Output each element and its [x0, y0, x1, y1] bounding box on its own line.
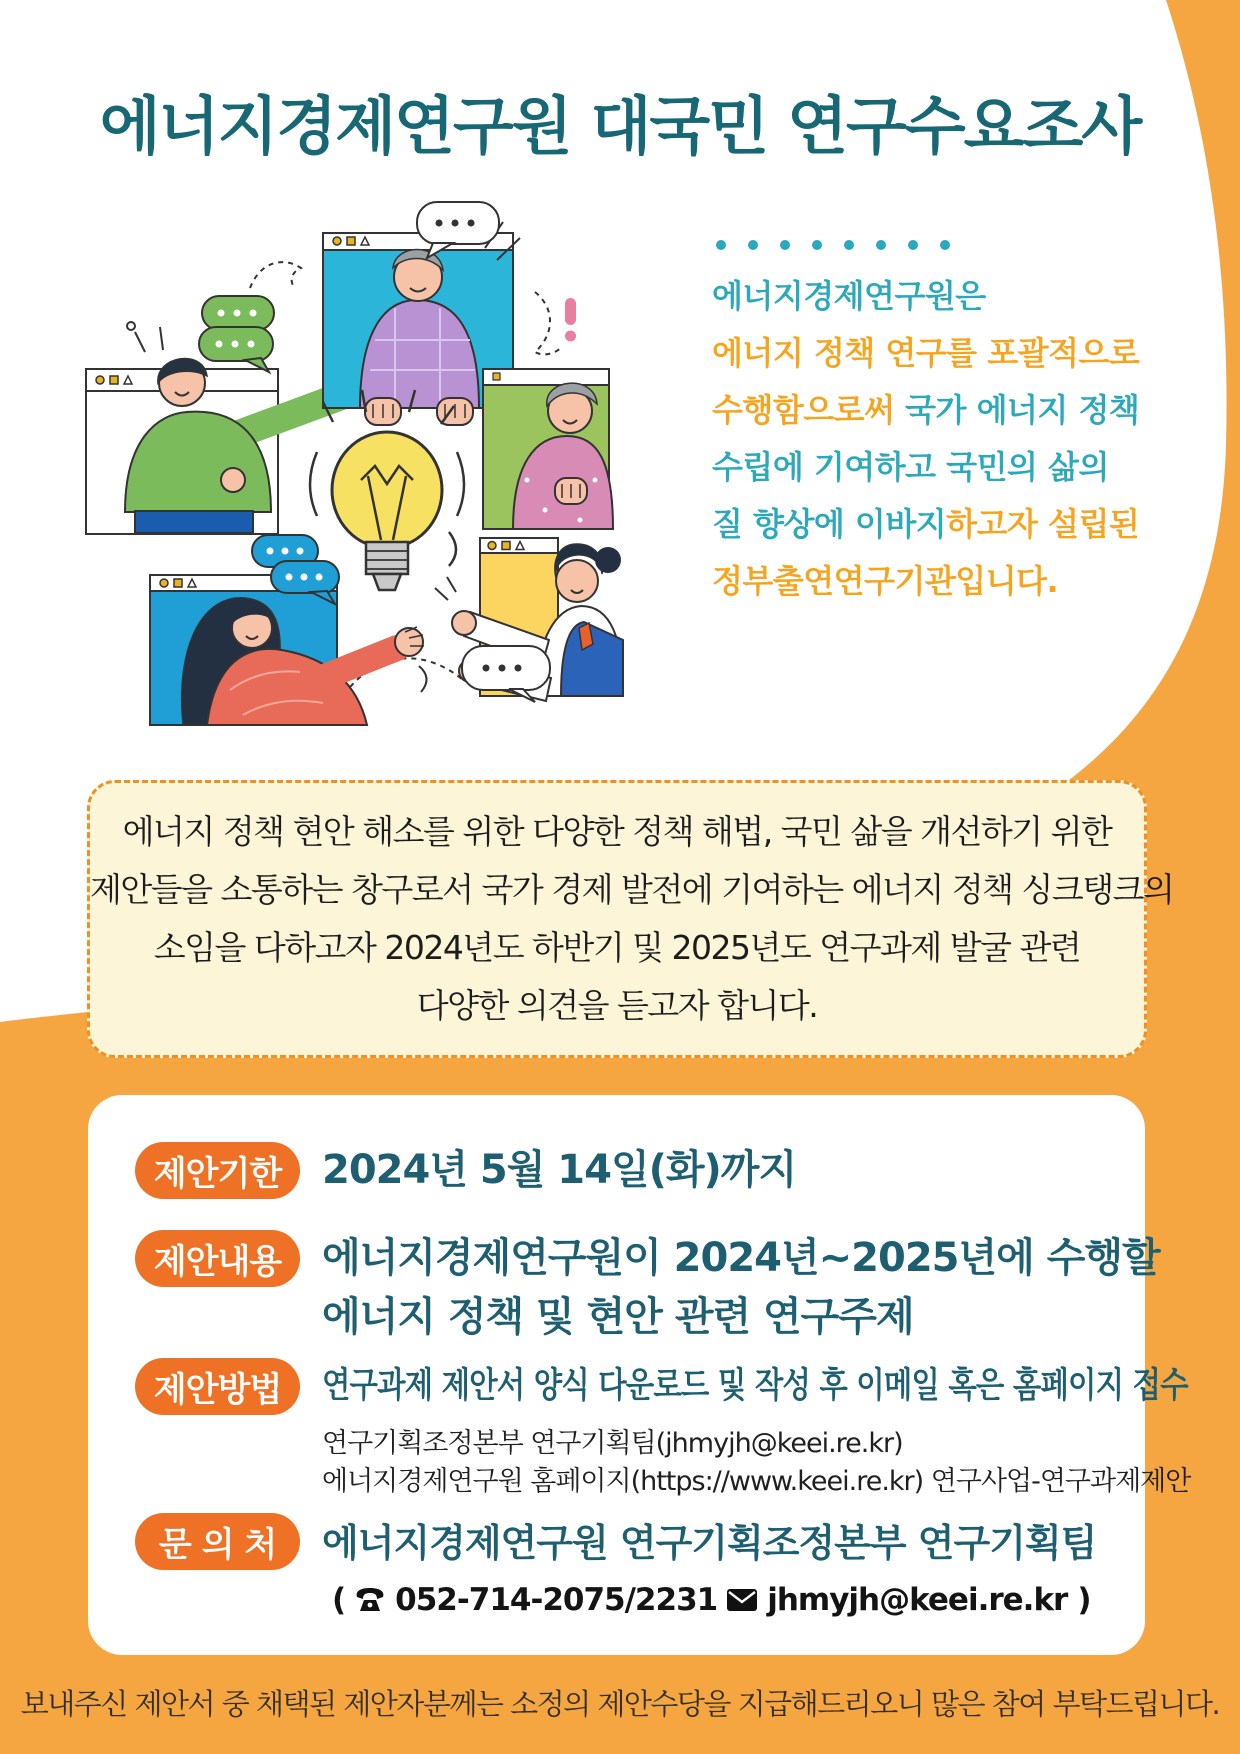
deadline-value: 2024년 5월 14일(화)까지 — [322, 1147, 797, 1193]
contact-team: 에너지경제연구원 연구기획조정본부 연구기획팀 — [322, 1521, 1097, 1565]
notice-line-4: 다양한 의견을 듣고자 합니다. — [416, 986, 818, 1025]
notice-box — [87, 780, 1174, 1058]
video-window-woman — [150, 575, 427, 725]
phone-icon — [355, 1587, 385, 1613]
notice-line-3: 소임을 다하고자 2024년도 하반기 및 2025년도 연구과제 발굴 관련 — [153, 928, 1081, 967]
contact-details — [332, 1582, 1091, 1618]
dashed-curl-left — [250, 262, 301, 288]
page-title: 에너지경제연구원 대국민 연구수요조사 — [99, 90, 1141, 163]
method-label-pill: 제안방법 — [135, 1358, 300, 1415]
contact-label-pill: 문 의 처 — [135, 1513, 300, 1570]
intro-line-1: 에너지경제연구원은 — [712, 277, 986, 315]
intro-line-2: 에너지 정책 연구를 포괄적으로 — [712, 334, 1140, 372]
method-email-line: 연구기획조정본부 연구기획팀(jhmyjh@keei.re.kr) — [322, 1428, 903, 1459]
contact-phone: 052-714-2075/2231 — [395, 1582, 718, 1618]
intro-line-3: 수행함으로써 국가 에너지 정책 — [712, 391, 1140, 429]
exclamation-mark — [565, 298, 576, 342]
method-homepage-line: 에너지경제연구원 홈페이지(https://www.keei.re.kr) 연구사업-연구과제제안 — [322, 1466, 1191, 1497]
sparkle-line — [135, 332, 145, 352]
video-call-illustration — [65, 180, 625, 730]
speech-bubble-green — [199, 296, 274, 372]
info-card — [88, 1095, 1191, 1655]
content-label-pill: 제안내용 — [135, 1230, 300, 1287]
paren-close: ) — [1077, 1582, 1091, 1618]
intro-line-4: 수립에 기여하고 국민의 삶의 — [712, 448, 1109, 486]
footer-note: 보내주신 제안서 중 채택된 제안자분께는 소정의 제안수당을 지급해드리오니 많은 참여 부탁드립니다. — [20, 1687, 1220, 1721]
content-value-line-2: 에너지 정책 및 현안 관련 연구주제 — [322, 1294, 914, 1340]
deadline-label-pill: 제안기한 — [135, 1142, 300, 1199]
content-value-line-1: 에너지경제연구원이 2024년~2025년에 수행할 — [322, 1235, 1160, 1281]
intro-line-6: 정부출연연구기관입니다. — [712, 562, 1059, 600]
motion-lines — [435, 577, 456, 600]
intro-text-block — [712, 240, 1192, 610]
motion-arc — [419, 666, 427, 692]
dots-decoration — [716, 240, 1192, 250]
sparkle-dot — [127, 322, 135, 330]
dashed-curl-right — [535, 292, 563, 354]
intro-line-5: 질 향상에 이바지하고자 설립된 — [712, 505, 1140, 543]
notice-line-1: 에너지 정책 현안 해소를 위한 다양한 정책 해법, 국민 삶을 개선하기 위한 — [122, 812, 1112, 851]
paren-open: ( — [332, 1582, 346, 1618]
contact-email: jhmyjh@keei.re.kr — [767, 1582, 1068, 1618]
notice-line-2: 제안들을 소통하는 창구로서 국가 경제 발전에 기여하는 에너지 정책 싱크탱크의 — [90, 870, 1174, 909]
method-headline: 연구과제 제안서 양식 다운로드 및 작성 후 이메일 혹은 홈페이지 접수 — [322, 1366, 1188, 1406]
sparkle-line — [160, 327, 163, 350]
mail-icon — [727, 1589, 757, 1611]
